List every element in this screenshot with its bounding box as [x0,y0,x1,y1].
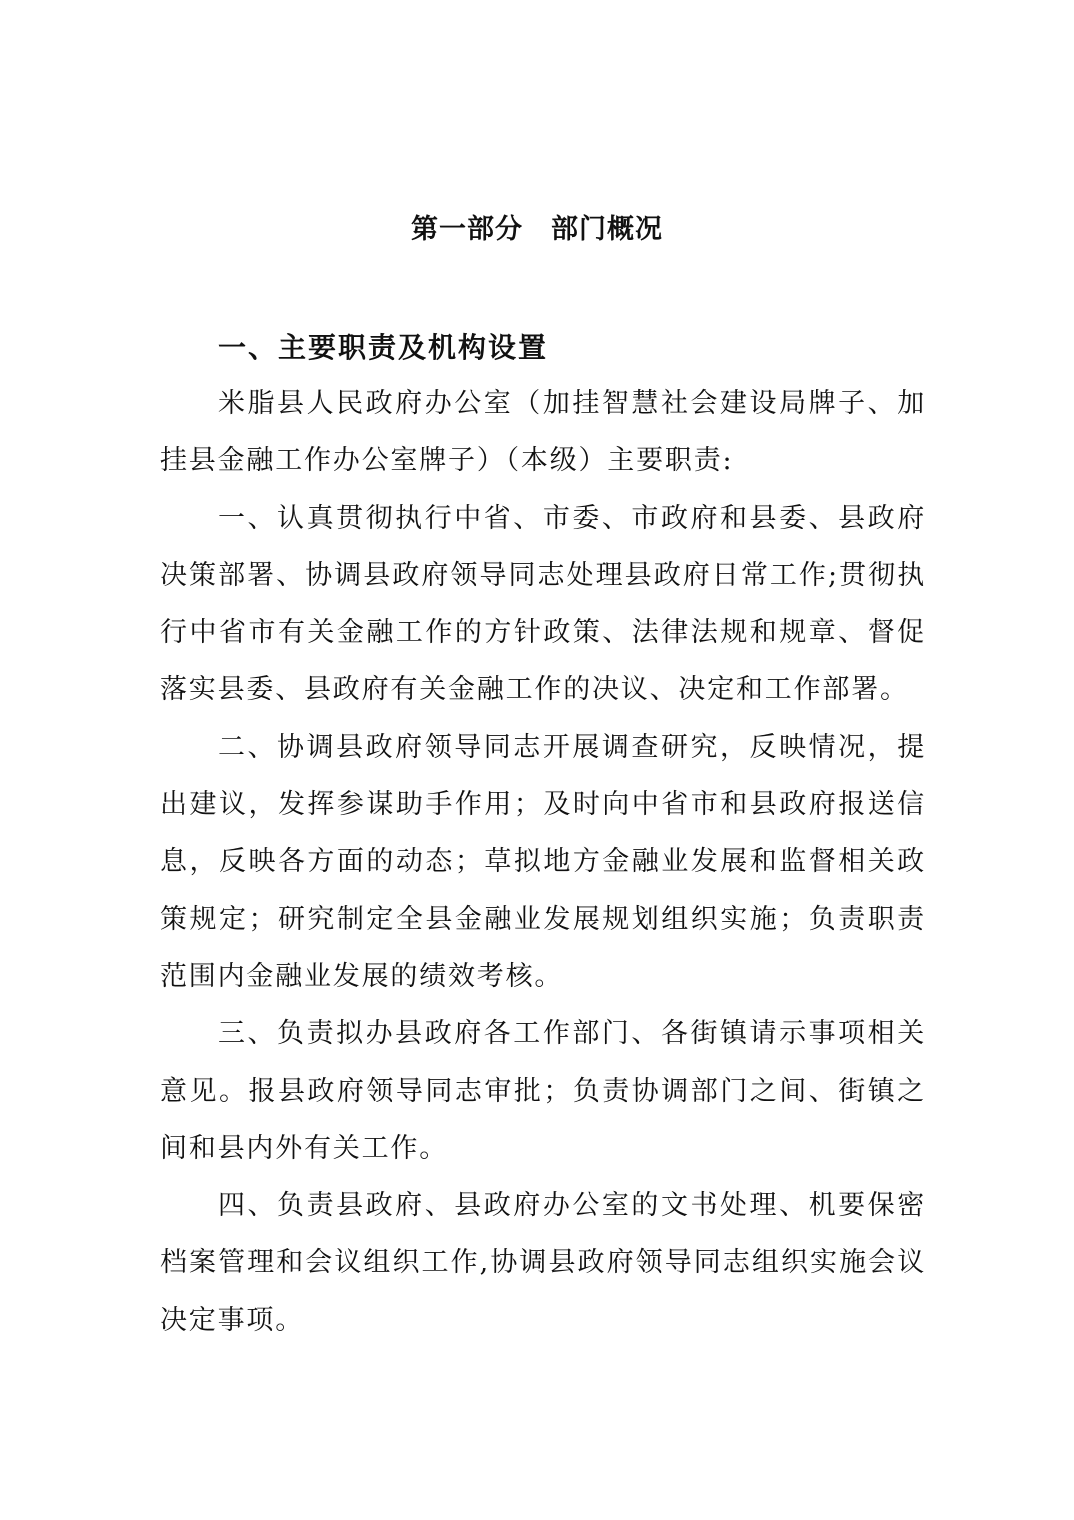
paragraph-duty-4: 四、负责县政府、县政府办公室的文书处理、机要保密档案管理和会议组织工作,协调县政府领导同志组织实施会议决定事项。 [160,1190,926,1336]
part-title: 第一部分 部门概况 [411,214,663,245]
paragraph-intro: 米脂县人民政府办公室（加挂智慧社会建设局牌子、加挂县金融工作办公室牌子）（本级）主要职责: [160,388,926,477]
section-heading: 一、主要职责及机构设置 [218,331,549,364]
paragraph-duty-3: 三、负责拟办县政府各工作部门、各街镇请示事项相关意见。报县政府领导同志审批；负责协调部门之间、街镇之间和县内外有关工作。 [160,1018,926,1164]
paragraph-duty-2: 二、协调县政府领导同志开展调查研究，反映情况，提出建议，发挥参谋助手作用；及时向中省市和县政府报送信息，反映各方面的动态；草拟地方金融业发展和监督相关政策规定；研究制定全县金融业发展规划组织实施；负责职责范围内金融业发展的绩效考核。 [160,731,926,992]
body-text [160,375,926,1349]
paragraph-duty-1: 一、认真贯彻执行中省、市委、市政府和县委、县政府决策部署、协调县政府领导同志处理县政府日常工作;贯彻执行中省市有关金融工作的方针政策、法律法规和规章、督促落实县委、县政府有关金融工作的决议、决定和工作部署。 [160,502,926,706]
